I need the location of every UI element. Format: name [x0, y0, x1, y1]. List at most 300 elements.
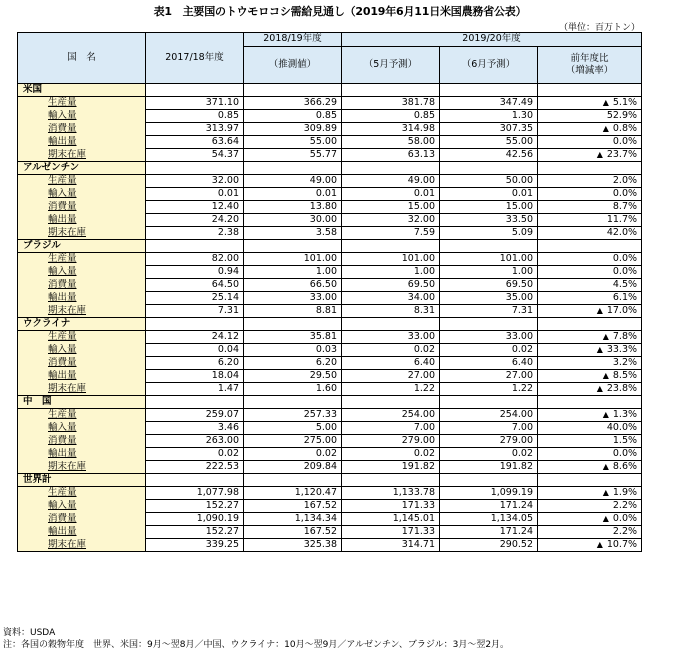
value-v2018: 167.52 — [244, 526, 342, 539]
value-v2018: 366.29 — [244, 97, 342, 110]
decrease-triangle-icon: ▲ — [602, 462, 609, 471]
change-cell — [538, 266, 642, 279]
change-value: 11.7% — [606, 214, 638, 225]
value-june: 6.40 — [440, 357, 538, 370]
empty-cell — [146, 396, 244, 409]
value-june: 5.09 — [440, 227, 538, 240]
value-v2017: 1.47 — [146, 383, 244, 396]
country-row — [18, 240, 642, 253]
table-row — [18, 292, 642, 305]
table-row — [18, 383, 642, 396]
change-value: 0.8% — [612, 123, 638, 134]
value-june: 7.00 — [440, 422, 538, 435]
item-text: 輸出量 — [48, 370, 77, 381]
value-v2018: 0.03 — [244, 344, 342, 357]
empty-cell — [440, 240, 538, 253]
value-may: 0.02 — [342, 344, 440, 357]
item-label — [18, 487, 146, 500]
table-row — [18, 344, 642, 357]
value-june: 1,134.05 — [440, 513, 538, 526]
value-may: 314.71 — [342, 539, 440, 552]
value-v2018: 209.84 — [244, 461, 342, 474]
header-country: 国 名 — [18, 33, 146, 84]
empty-cell — [146, 240, 244, 253]
table-row — [18, 136, 642, 149]
item-label — [18, 500, 146, 513]
value-june: 171.24 — [440, 500, 538, 513]
table-row — [18, 487, 642, 500]
change-cell — [538, 422, 642, 435]
table-row — [18, 214, 642, 227]
empty-cell — [244, 318, 342, 331]
value-v2017: 32.00 — [146, 175, 244, 188]
value-v2018: 29.50 — [244, 370, 342, 383]
value-may: 381.78 — [342, 97, 440, 110]
table-row — [18, 539, 642, 552]
change-value: 3.2% — [612, 357, 638, 368]
value-v2017: 7.31 — [146, 305, 244, 318]
value-v2017: 0.04 — [146, 344, 244, 357]
value-v2017: 152.27 — [146, 500, 244, 513]
value-june: 0.02 — [440, 344, 538, 357]
empty-cell — [440, 162, 538, 175]
empty-cell — [244, 474, 342, 487]
change-value: 4.5% — [612, 279, 638, 290]
change-value: 6.1% — [612, 292, 638, 303]
item-text: 輸出量 — [48, 448, 77, 459]
change-cell — [538, 331, 642, 344]
change-cell — [538, 188, 642, 201]
value-may: 1.00 — [342, 266, 440, 279]
item-text: 輸入量 — [48, 266, 77, 277]
value-v2017: 0.01 — [146, 188, 244, 201]
item-label — [18, 461, 146, 474]
change-value: 1.5% — [612, 435, 638, 446]
change-value: 40.0% — [606, 422, 638, 433]
value-may: 171.33 — [342, 500, 440, 513]
table-row — [18, 279, 642, 292]
value-v2017: 0.85 — [146, 110, 244, 123]
value-v2018: 1,120.47 — [244, 487, 342, 500]
change-value: 1.9% — [612, 487, 638, 498]
item-label — [18, 292, 146, 305]
value-v2018: 1.00 — [244, 266, 342, 279]
value-june: 27.00 — [440, 370, 538, 383]
value-may: 171.33 — [342, 526, 440, 539]
value-may: 34.00 — [342, 292, 440, 305]
country-row — [18, 162, 642, 175]
header-june: （6月予測） — [440, 46, 538, 83]
item-label — [18, 409, 146, 422]
empty-cell — [538, 396, 642, 409]
value-june: 307.35 — [440, 123, 538, 136]
value-v2017: 18.04 — [146, 370, 244, 383]
change-cell — [538, 97, 642, 110]
country-name: アルゼンチン — [18, 162, 146, 175]
item-text: 消費量 — [48, 201, 77, 212]
item-label — [18, 149, 146, 162]
footnote: 注：各国の穀物年度 世界、米国：9月～翌8月／中国、ウクライナ：10月～翌9月／アルゼンチン、ブラジル：3月～翌2月。 — [3, 640, 510, 650]
change-value: 0.0% — [612, 513, 638, 524]
value-v2018: 325.38 — [244, 539, 342, 552]
item-label — [18, 279, 146, 292]
empty-cell — [538, 318, 642, 331]
item-text: 消費量 — [48, 357, 77, 368]
empty-cell — [342, 84, 440, 97]
table-row — [18, 253, 642, 266]
value-may: 49.00 — [342, 175, 440, 188]
empty-cell — [538, 240, 642, 253]
value-v2017: 339.25 — [146, 539, 244, 552]
value-v2017: 82.00 — [146, 253, 244, 266]
value-june: 1,099.19 — [440, 487, 538, 500]
value-v2018: 49.00 — [244, 175, 342, 188]
value-v2017: 0.02 — [146, 448, 244, 461]
value-june: 42.56 — [440, 149, 538, 162]
value-v2018: 257.33 — [244, 409, 342, 422]
country-row — [18, 474, 642, 487]
empty-cell — [146, 318, 244, 331]
decrease-triangle-icon: ▲ — [602, 124, 609, 133]
table-body — [18, 33, 642, 552]
value-june: 1.22 — [440, 383, 538, 396]
change-value: 0.0% — [612, 136, 638, 147]
empty-cell — [244, 396, 342, 409]
change-cell — [538, 253, 642, 266]
item-text: 消費量 — [48, 435, 77, 446]
item-label — [18, 539, 146, 552]
empty-cell — [146, 474, 244, 487]
table-row — [18, 513, 642, 526]
change-cell — [538, 279, 642, 292]
value-may: 314.98 — [342, 123, 440, 136]
item-label — [18, 266, 146, 279]
decrease-triangle-icon: ▲ — [602, 410, 609, 419]
item-text: 消費量 — [48, 279, 77, 290]
item-label — [18, 331, 146, 344]
header-2018-sub: （推測値） — [244, 46, 342, 83]
value-june: 101.00 — [440, 253, 538, 266]
value-may: 279.00 — [342, 435, 440, 448]
decrease-triangle-icon: ▲ — [602, 371, 609, 380]
value-may: 15.00 — [342, 201, 440, 214]
header-may: （5月予測） — [342, 46, 440, 83]
value-v2017: 371.10 — [146, 97, 244, 110]
item-label — [18, 383, 146, 396]
change-cell — [538, 526, 642, 539]
item-label — [18, 357, 146, 370]
item-text: 生産量 — [48, 409, 77, 421]
country-name: 米国 — [18, 84, 146, 97]
country-name: ブラジル — [18, 240, 146, 253]
value-v2017: 152.27 — [146, 526, 244, 539]
header-2019: 2019/20年度 — [342, 33, 642, 47]
item-text: 生産量 — [48, 331, 77, 343]
value-june: 1.00 — [440, 266, 538, 279]
value-may: 1.22 — [342, 383, 440, 396]
value-may: 1,133.78 — [342, 487, 440, 500]
value-v2018: 55.77 — [244, 149, 342, 162]
header-change — [538, 46, 642, 83]
value-v2018: 0.85 — [244, 110, 342, 123]
table-row — [18, 409, 642, 422]
value-v2017: 24.20 — [146, 214, 244, 227]
item-text: 輸入量 — [48, 188, 77, 199]
change-cell — [538, 201, 642, 214]
change-cell — [538, 292, 642, 305]
value-june: 290.52 — [440, 539, 538, 552]
header-change-line1: 前年度比 — [570, 52, 609, 64]
change-cell — [538, 357, 642, 370]
item-text: 輸出量 — [48, 136, 77, 147]
value-v2018: 275.00 — [244, 435, 342, 448]
value-may: 254.00 — [342, 409, 440, 422]
source-note: 資料：USDA — [3, 628, 56, 638]
item-text: 生産量 — [48, 253, 77, 265]
value-v2018: 13.80 — [244, 201, 342, 214]
item-text: 期末在庫 — [48, 304, 87, 316]
table-row — [18, 97, 642, 110]
value-may: 1,145.01 — [342, 513, 440, 526]
change-cell — [538, 227, 642, 240]
item-text: 期末在庫 — [48, 226, 87, 238]
item-label — [18, 123, 146, 136]
decrease-triangle-icon: ▲ — [602, 332, 609, 341]
table-row — [18, 175, 642, 188]
change-value: 2.2% — [612, 500, 638, 511]
decrease-triangle-icon: ▲ — [596, 345, 603, 354]
item-label — [18, 175, 146, 188]
value-v2018: 5.00 — [244, 422, 342, 435]
value-may: 33.00 — [342, 331, 440, 344]
item-text: 輸入量 — [48, 422, 77, 433]
item-text: 消費量 — [48, 513, 77, 524]
change-value: 0.0% — [612, 448, 638, 459]
item-text: 生産量 — [48, 97, 77, 109]
value-june: 35.00 — [440, 292, 538, 305]
empty-cell — [146, 162, 244, 175]
value-may: 69.50 — [342, 279, 440, 292]
value-v2018: 3.58 — [244, 227, 342, 240]
value-v2018: 1,134.34 — [244, 513, 342, 526]
item-label — [18, 188, 146, 201]
empty-cell — [244, 162, 342, 175]
item-label — [18, 448, 146, 461]
table-row — [18, 526, 642, 539]
value-june: 171.24 — [440, 526, 538, 539]
value-v2017: 263.00 — [146, 435, 244, 448]
decrease-triangle-icon: ▲ — [596, 384, 603, 393]
table-row — [18, 110, 642, 123]
change-cell — [538, 461, 642, 474]
change-cell — [538, 370, 642, 383]
table-row — [18, 201, 642, 214]
value-v2018: 55.00 — [244, 136, 342, 149]
change-cell — [538, 214, 642, 227]
value-june: 69.50 — [440, 279, 538, 292]
country-name: 世界計 — [18, 474, 146, 487]
item-label — [18, 422, 146, 435]
page-title: 表1 主要国のトウモロコシ需給見通し（2019年6月11日米国農務省公表） — [153, 5, 527, 18]
value-v2018: 167.52 — [244, 500, 342, 513]
table-row — [18, 435, 642, 448]
value-june: 0.02 — [440, 448, 538, 461]
change-value: 0.0% — [612, 253, 638, 264]
value-may: 7.00 — [342, 422, 440, 435]
value-v2017: 3.46 — [146, 422, 244, 435]
change-cell — [538, 500, 642, 513]
value-may: 0.01 — [342, 188, 440, 201]
item-label — [18, 305, 146, 318]
value-may: 6.40 — [342, 357, 440, 370]
item-text: 期末在庫 — [48, 538, 87, 550]
decrease-triangle-icon: ▲ — [596, 306, 603, 315]
value-june: 7.31 — [440, 305, 538, 318]
value-v2018: 35.81 — [244, 331, 342, 344]
change-value: 1.3% — [612, 409, 638, 420]
decrease-triangle-icon: ▲ — [602, 488, 609, 497]
table-row — [18, 357, 642, 370]
value-june: 15.00 — [440, 201, 538, 214]
value-may: 63.13 — [342, 149, 440, 162]
change-cell — [538, 487, 642, 500]
change-cell — [538, 110, 642, 123]
table-row — [18, 123, 642, 136]
empty-cell — [440, 318, 538, 331]
table-row — [18, 422, 642, 435]
supply-demand-table — [17, 32, 642, 552]
decrease-triangle-icon: ▲ — [596, 150, 603, 159]
item-text: 生産量 — [48, 175, 77, 187]
value-v2017: 54.37 — [146, 149, 244, 162]
value-v2017: 63.64 — [146, 136, 244, 149]
value-june: 33.50 — [440, 214, 538, 227]
change-value: 2.2% — [612, 526, 638, 537]
value-v2017: 25.14 — [146, 292, 244, 305]
empty-cell — [244, 240, 342, 253]
change-value: 8.6% — [612, 461, 638, 472]
value-may: 191.82 — [342, 461, 440, 474]
change-value: 23.8% — [606, 383, 638, 394]
header-change-line2: （増減率） — [565, 64, 614, 76]
table-row — [18, 227, 642, 240]
item-label — [18, 435, 146, 448]
header-2017: 2017/18年度 — [146, 33, 244, 84]
value-june: 33.00 — [440, 331, 538, 344]
empty-cell — [244, 84, 342, 97]
notes — [3, 627, 509, 651]
table-row — [18, 305, 642, 318]
country-name: 中 国 — [18, 396, 146, 409]
change-value: 5.1% — [612, 97, 638, 108]
value-june: 279.00 — [440, 435, 538, 448]
value-v2018: 101.00 — [244, 253, 342, 266]
value-may: 8.31 — [342, 305, 440, 318]
value-v2017: 12.40 — [146, 201, 244, 214]
value-v2018: 8.81 — [244, 305, 342, 318]
empty-cell — [538, 474, 642, 487]
header-row-1 — [18, 33, 642, 47]
change-value: 42.0% — [606, 227, 638, 238]
change-value: 8.5% — [612, 370, 638, 381]
value-v2017: 1,077.98 — [146, 487, 244, 500]
change-cell — [538, 149, 642, 162]
value-may: 0.02 — [342, 448, 440, 461]
country-row — [18, 396, 642, 409]
change-cell — [538, 305, 642, 318]
value-v2018: 0.02 — [244, 448, 342, 461]
value-june: 191.82 — [440, 461, 538, 474]
empty-cell — [342, 474, 440, 487]
item-label — [18, 201, 146, 214]
change-cell — [538, 175, 642, 188]
value-may: 101.00 — [342, 253, 440, 266]
change-value: 7.8% — [612, 331, 638, 342]
empty-cell — [342, 240, 440, 253]
value-june: 55.00 — [440, 136, 538, 149]
change-cell — [538, 123, 642, 136]
table-row — [18, 188, 642, 201]
item-text: 輸出量 — [48, 526, 77, 537]
change-cell — [538, 435, 642, 448]
value-may: 27.00 — [342, 370, 440, 383]
value-v2018: 66.50 — [244, 279, 342, 292]
value-v2017: 259.07 — [146, 409, 244, 422]
empty-cell — [440, 396, 538, 409]
item-text: 輸出量 — [48, 292, 77, 303]
item-label — [18, 344, 146, 357]
change-value: 52.9% — [606, 110, 638, 121]
item-label — [18, 370, 146, 383]
change-cell — [538, 409, 642, 422]
table-row — [18, 266, 642, 279]
decrease-triangle-icon: ▲ — [602, 514, 609, 523]
value-v2017: 0.94 — [146, 266, 244, 279]
value-v2017: 222.53 — [146, 461, 244, 474]
value-v2018: 0.01 — [244, 188, 342, 201]
value-june: 50.00 — [440, 175, 538, 188]
value-v2017: 6.20 — [146, 357, 244, 370]
item-text: 生産量 — [48, 487, 77, 499]
empty-cell — [440, 474, 538, 487]
decrease-triangle-icon: ▲ — [602, 98, 609, 107]
empty-cell — [342, 318, 440, 331]
value-may: 32.00 — [342, 214, 440, 227]
country-row — [18, 318, 642, 331]
country-row — [18, 84, 642, 97]
change-value: 23.7% — [606, 149, 638, 160]
value-v2017: 2.38 — [146, 227, 244, 240]
value-v2018: 30.00 — [244, 214, 342, 227]
change-cell — [538, 383, 642, 396]
value-june: 0.01 — [440, 188, 538, 201]
change-value: 0.0% — [612, 266, 638, 277]
empty-cell — [342, 396, 440, 409]
change-cell — [538, 136, 642, 149]
item-label — [18, 136, 146, 149]
value-v2017: 24.12 — [146, 331, 244, 344]
item-label — [18, 253, 146, 266]
value-v2017: 313.97 — [146, 123, 244, 136]
table-row — [18, 370, 642, 383]
item-label — [18, 97, 146, 110]
table-row — [18, 461, 642, 474]
item-label — [18, 227, 146, 240]
change-value: 33.3% — [606, 344, 638, 355]
value-june: 347.49 — [440, 97, 538, 110]
item-text: 期末在庫 — [48, 460, 87, 472]
change-value: 2.0% — [612, 175, 638, 186]
